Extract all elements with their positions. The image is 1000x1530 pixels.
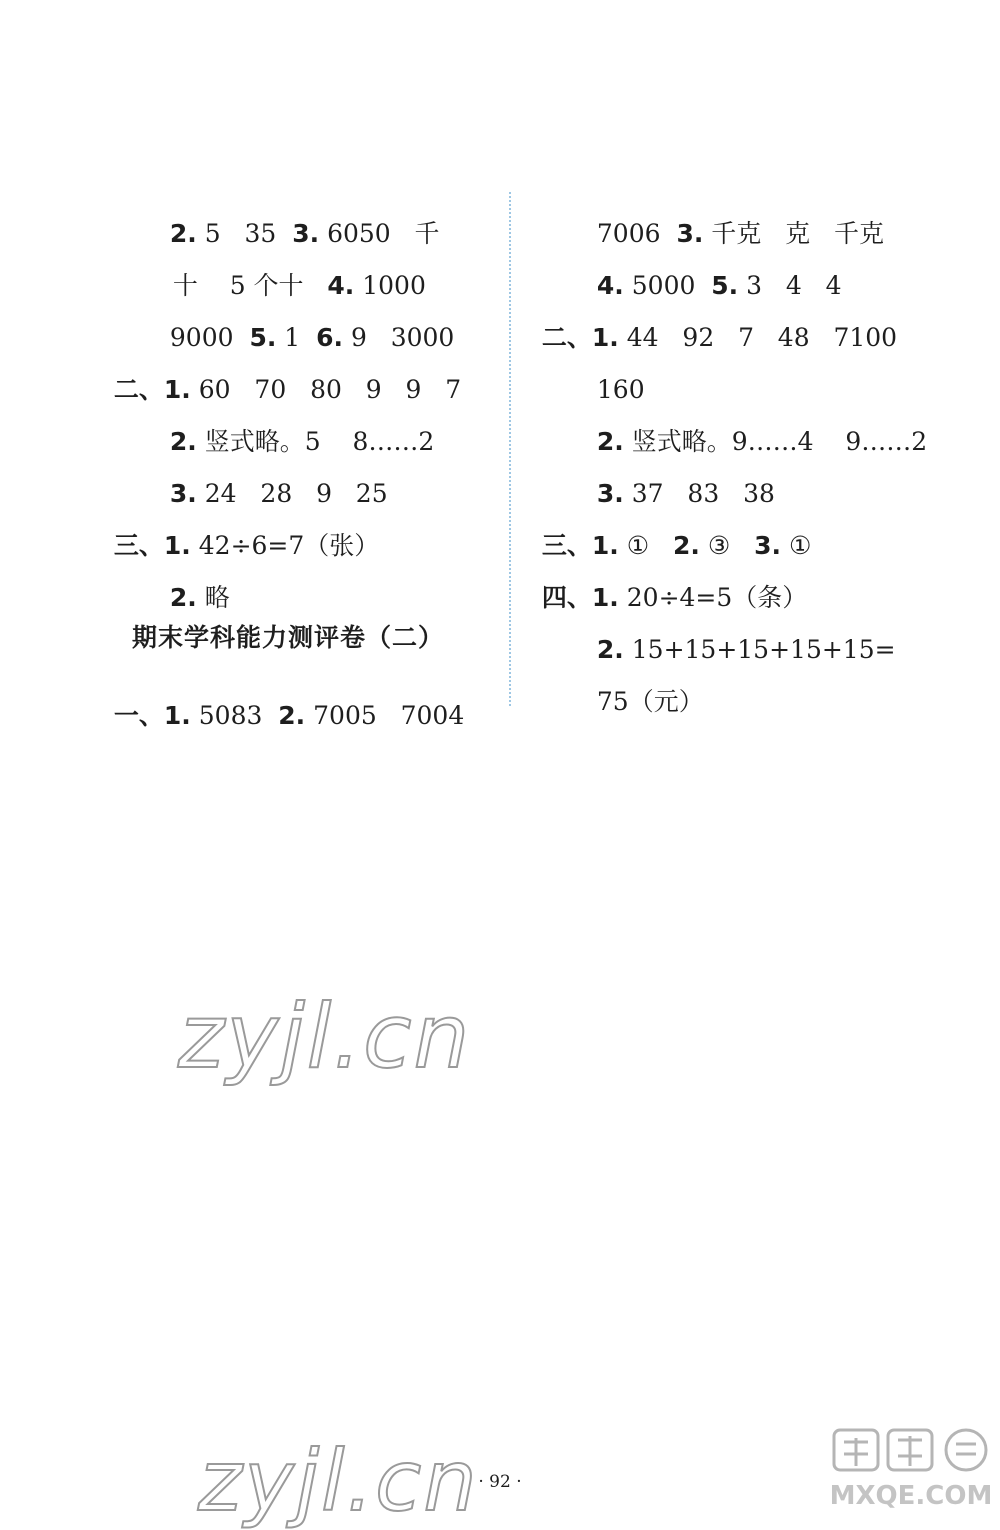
answer-text: 75（元） — [596, 687, 704, 716]
answer-line — [154, 456, 388, 506]
section-number: 四、1. — [541, 583, 619, 612]
answer-line — [581, 352, 645, 402]
answer-text: 15+15+15+15+15= — [623, 635, 896, 664]
item-number: 2. — [673, 531, 700, 560]
answer-line — [526, 300, 897, 350]
answer-line — [157, 248, 426, 298]
answer-text: 37 83 38 — [623, 479, 775, 508]
answer-text: ③ — [699, 531, 755, 560]
answer-text: 7006 — [596, 219, 677, 248]
item-number: 3. — [754, 531, 782, 560]
answer-text: 略 — [196, 583, 230, 612]
answer-text: 60 70 80 9 9 7 — [190, 375, 462, 404]
item-number: 3. — [676, 219, 704, 248]
answer-text: 1 — [276, 323, 317, 352]
answer-text: 5000 — [623, 271, 712, 300]
answer-text: 十 5 个十 — [172, 271, 328, 300]
answer-line — [581, 612, 896, 662]
item-number: 2. — [169, 583, 197, 612]
answer-text: 5 35 — [196, 219, 293, 248]
answer-line — [581, 196, 884, 246]
section-number: 一、1. — [113, 701, 191, 730]
item-number: 5. — [249, 323, 277, 352]
section-number: 三、1. — [541, 531, 619, 560]
answer-line — [98, 352, 461, 402]
item-number: 3. — [292, 219, 320, 248]
item-number: 2. — [169, 427, 197, 456]
answer-line — [98, 508, 379, 558]
item-number: 5. — [711, 271, 739, 300]
answer-text: 竖式略。5 8……2 — [196, 427, 435, 456]
answer-text: 1000 — [354, 271, 426, 300]
watermark-text: zyjl.cn — [198, 1432, 479, 1530]
item-number: 2. — [596, 427, 624, 456]
answer-text: 3 4 4 — [738, 271, 842, 300]
answer-text: 7005 7004 — [305, 701, 465, 730]
answer-text: 42÷6=7（张） — [190, 531, 380, 560]
answer-text: 6050 千 — [319, 219, 440, 248]
logo-text: MXQE.COM — [829, 1481, 993, 1511]
answer-line — [526, 560, 807, 610]
item-number: 3. — [169, 479, 197, 508]
answer-text: 5083 — [190, 701, 279, 730]
answer-line — [154, 560, 230, 610]
page-number: · 92 · — [478, 1472, 522, 1492]
item-number: 2. — [278, 701, 306, 730]
watermark-text: zyjl.cn — [178, 985, 472, 1088]
answer-text: 44 92 7 48 7100 — [618, 323, 898, 352]
answer-text: 9 3000 — [343, 323, 455, 352]
answer-text: ① — [618, 531, 674, 560]
section-number: 二、1. — [113, 375, 191, 404]
answer-text: ① — [781, 531, 812, 560]
answer-line — [581, 248, 842, 298]
item-number: 2. — [596, 635, 624, 664]
answer-text: 9000 — [169, 323, 250, 352]
site-logo — [826, 1424, 996, 1514]
answer-line — [581, 404, 927, 454]
answer-line — [98, 678, 464, 728]
answer-line — [581, 664, 704, 714]
item-number: 4. — [327, 271, 355, 300]
answer-text: 千克 克 千克 — [703, 219, 884, 248]
item-number: 6. — [316, 323, 343, 352]
answer-line — [526, 508, 811, 558]
item-number: 3. — [596, 479, 624, 508]
section-number: 二、1. — [541, 323, 619, 352]
answer-text: 竖式略。9……4 9……2 — [623, 427, 928, 456]
item-number: 4. — [596, 271, 624, 300]
answer-line — [581, 456, 775, 506]
section-number: 三、1. — [113, 531, 191, 560]
section-heading: 期末学科能力测评卷（二） — [132, 623, 445, 652]
column-divider — [509, 192, 511, 706]
answer-line — [154, 300, 454, 350]
answer-text: 160 — [596, 375, 645, 404]
answer-text: 24 28 9 25 — [196, 479, 388, 508]
answer-text: 20÷4=5（条） — [618, 583, 808, 612]
answer-line — [154, 404, 434, 454]
item-number: 2. — [169, 219, 197, 248]
answer-line — [154, 196, 440, 246]
